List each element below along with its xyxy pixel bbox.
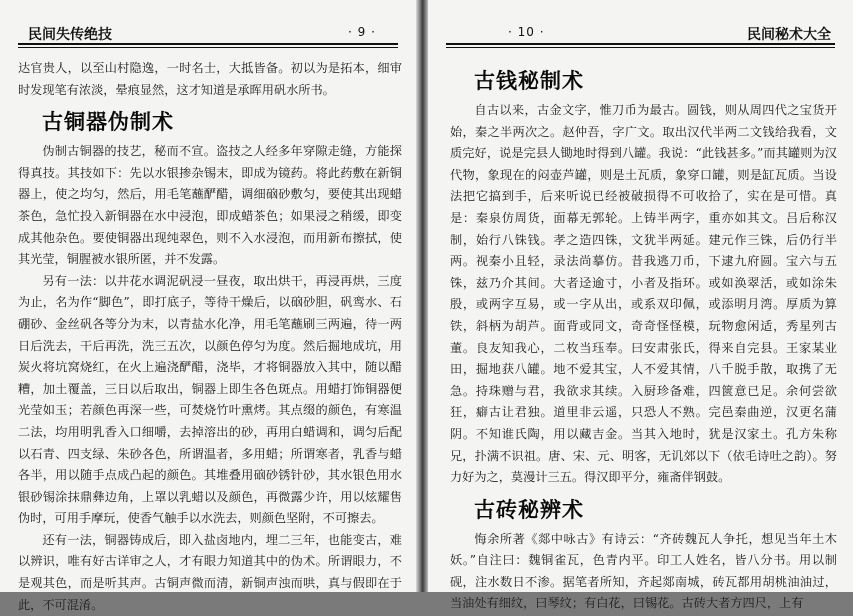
section-heading: 古铜器伪制术 <box>42 110 174 135</box>
left-page-number: · 9 · <box>348 25 376 39</box>
paragraph: 自古以来，古金文字，惟刀币为最古。圆钱，则从周四代之宝货开始，秦之半两次之。赵仲吾，字广文。取出汉代半两二文钱给我看，文质完好，说是完县人锄地时得到八罐。我说：“此钱甚多。”而其罐则为汉代物，象现在的闷壶芦罐，则是土瓦质，象穿口罐，则是缸瓦质。当设法把它搞到手，后来听说已经被破损得不可收拾了，实在是可惜。真是：秦泉仿周货，面幕无郭轮。上铸半两字，重亦如其文。吕后称汉制，始行八铢钱。孝之造四铢，文犹半两延。建元作三铢，后仍行半两。视秦小且轻，录法尚摹仿。昔我逃刀币，下逮九府圆。宝六与五铢，兹乃介其间。大者迳逾寸，小者及指环。或如涣翠活，或如涂朱殷，或两字互易，或一字从出，或系双印佩，或添明月湾。厚质为算铁，斜柄为胡芦。面背或同文，奇奇怪怪模，玩物愈闲适，秀星列古董。良友知我心，二枚当珏奉。曰安肃张氏，得来自完县。王家某业田，掘地获八罐。地不爱其宝，人不爱其情，八千脱手散，取携了无急。持珠赠与君，我欲求其续。入厨珍备难，四篋意已足。余何尝欲狂，癖古让君独。道里非云遥，只恐人不熟。完邑秦曲逆，汉更名蒲阴。不知谁氏陶，用以藏吉金。当其入地时，犹是汉家土。孔方朱称兄，扑满不识祖。唐、宋、元、明客，无讥郊以下（依毛诗吐之韵）。努力好为之，莫漫计三五。得汉即平分，雍斋伴钢鼓。 <box>450 103 837 485</box>
paragraph: 还有一法，铜器铸成后，即入盐卤地内，埋二三年，也能变古，难以辨识，唯有好古详审之人，才有眼力知道其中的伪术。所谓眼力，不是观其色，而是听其声。古铜声微而清，新铜声浊而哄，真与假即在于此，不可混淆。 <box>18 532 402 612</box>
right-page-header <box>446 22 835 44</box>
paragraph: 另有一法：以井花水调泥矾浸一昼夜，取出烘干，再浸再烘，三度为止，名为作“脚色”，即打底子，等待干燥后，以硇砂胆，矾鸾水、石硼砂、金丝矾各等分为末，以青盐水化净，用毛笔蘸刷三两遍，待一两日后洗去，干后再洗，洗三五次，以颜色停匀为度。然后掘地成坑，用炭火将坑窝烧红，在火上遍浇酽醋，浇毕，才将铜器放入其中，随以醋糟，加土覆盖，三日以后取出，铜器上即生各色斑点。用蜡打饰铜器便光莹如玉；若颜色再深一些，可焚烧竹叶熏烤。其点缀的颜色，有寒温二法，均用明乳香入口细嚼，去掉溶出的砂，再用白蜡调和，调匀后配以石青、四支绿、朱砂各色，所谓温者，多用蜡；所谓寒者，乳香与蜡各半，用以随手点成凸起的颜色。其堆叠用硇砂锈针砂，其水银色用水银砂锡涂抹鼎彝边角，上罩以乳蜡以及颜色，再微露少许，用以炫耀售伪时，可用手摩玩，使香气触手以水洗去，则颜色坚附，不可擦去。 <box>18 273 402 526</box>
header-rule <box>18 43 398 45</box>
header-rule-thin <box>446 47 835 48</box>
section-heading: 古钱秘制术 <box>474 69 584 93</box>
paragraph: 伪制古铜器的技艺，秘而不宣。盗技之人经多年穿隙走缝，方能探得真技。其技如下：先以水银掺杂锡末，即成为镜药。将此药敷在新铜器上，使之均匀，然后，用毛笔蘸酽醋，调细硇砂敷匀，要使其出现蜡茶色，急忙投入新铜器在水中浸泡，即成蜡茶色；如果浸之稍缓，即变成其他杂色。要使铜器出现纯翠色，则不入水浸泡，而用新布擦拭，使其光莹，铜腥被水银所匿，并不发露。 <box>18 144 402 267</box>
left-page-body <box>18 58 402 616</box>
right-header-title: 民间秘术大全 <box>747 27 831 43</box>
header-rule-thin <box>18 47 398 48</box>
header-rule <box>446 43 835 45</box>
paragraph: 达官贵人，以至山村隐逸，一时名士，大抵皆备。初以为是拓本，细审时发现笔有浓淡，晕痕显然，这才知道是承晖用矾水所书。 <box>18 61 402 97</box>
paragraph: 悔余所著《郯中咏古》有诗云：“齐砖魏瓦人争托，想见当年土木妖。”自注曰：魏铜雀瓦，色青内平。印工人姓名，皆八分书。用以制砚，注水数日不渗。据笔者所知，齐起郯南城，砖瓦都用胡桃油油过，当油处有细纹，曰琴纹；有白花，曰锡花。古砖大者方四尺，上有 <box>450 531 837 611</box>
left-page <box>0 0 416 612</box>
book-gutter <box>416 0 428 592</box>
section-heading: 古砖秘辨术 <box>474 497 584 522</box>
right-page-number: · 10 · <box>508 25 545 39</box>
right-page-body <box>450 66 837 615</box>
right-page <box>428 0 853 611</box>
left-header-title: 民间失传绝技 <box>28 27 112 43</box>
left-page-header <box>18 22 398 44</box>
